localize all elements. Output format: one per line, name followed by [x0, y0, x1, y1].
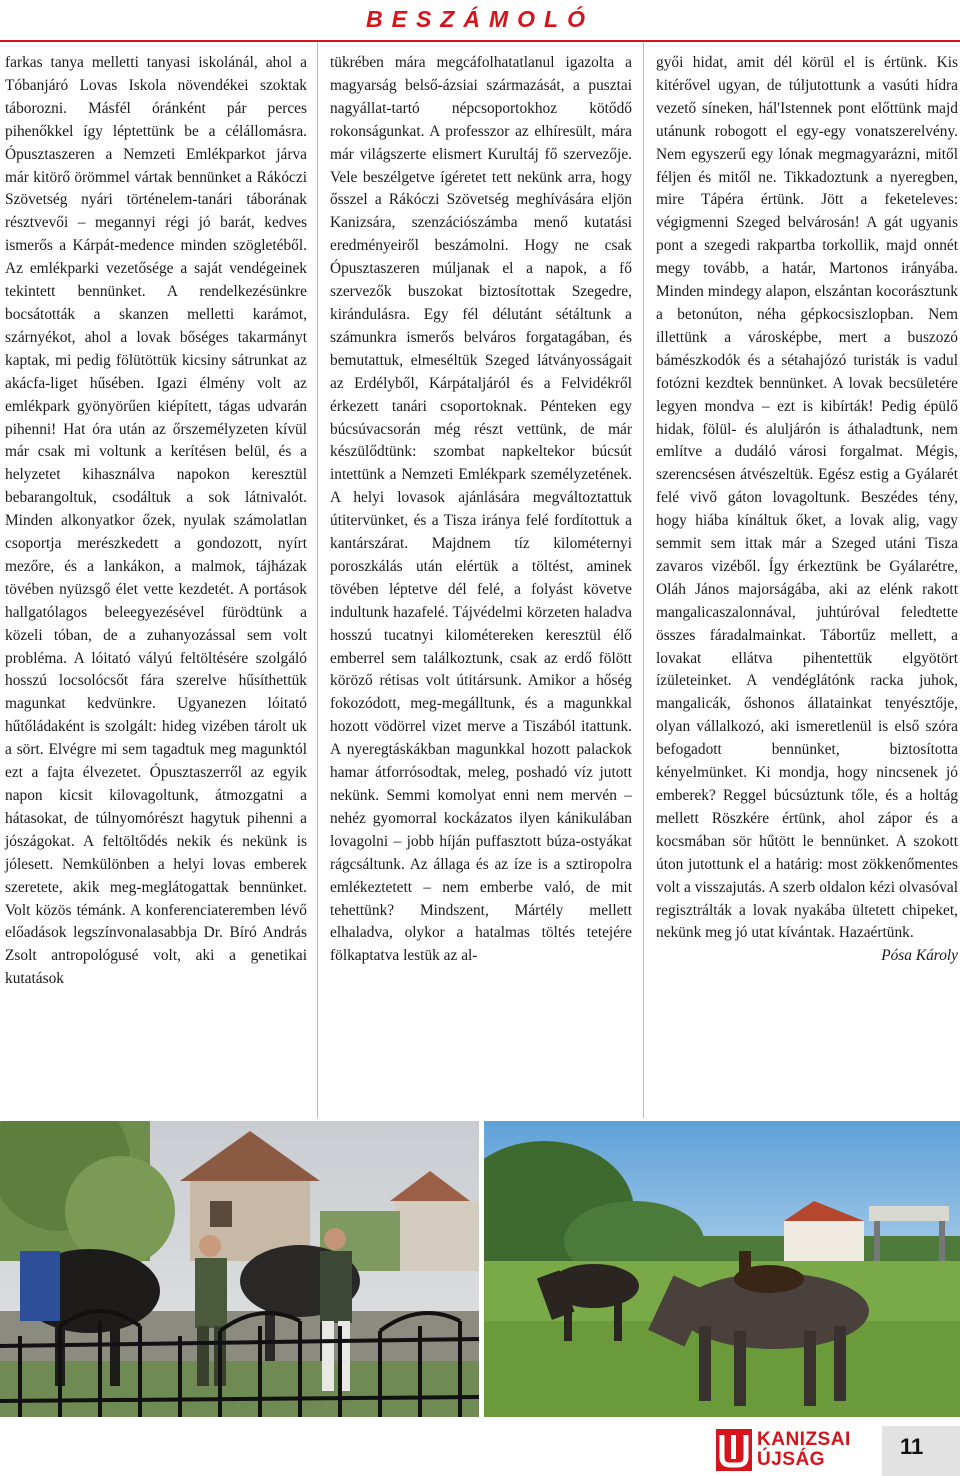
- logo-text-line-2: ÚJSÁG: [757, 1449, 825, 1470]
- article-column-1: [5, 52, 307, 991]
- page-number: 11: [900, 1434, 924, 1459]
- column-divider: [643, 42, 644, 1118]
- article-text: győi hidat, amit dél körül el is értünk. Kis kitérővel ugyan, de túljutottunk a vasúti hídra vezető síneken, hál'Istennek pont előttünk majd utánunk robogott el egy-egy vonatszerelvény. Nem egyszerű egy lónak megmagyarázni, mitől féljen és mitől ne. Tikkadoztunk a nyeregben, mire Tápéra értünk. Jött a feketeleves: végigmenni Szeged belvárosán! A gát ugyanis pont a szegedi rakpartba torkollik, majd onnét megy tovább, a határ, Martonos irányába. Minden mindegy alapon, elszántan kocorásztunk a betonúton, néha gépkocsiszlopban. Nem illettünk a városképbe, mert a buszozó bámészkodók és a sétahajózó turisták is vadul fotózni kezdtek bennünket. A lovak becsületére legyen mondva – ezt is kibírták! Pedig épülő hidak, fölül- és aluljárón is áthaladtunk, nem említve a dudáló városi forgalmat. Mégis, szerencsésen átvészeltük. Egész estig a Gyálarét felé vivő gáton lovagoltunk. Beszédes tény, hogy hiába kínáltuk őket, a lovak alig, vagy semmit sem ittak már a Szeged utáni Tisza zavaros vizéből. Így érkeztünk be Gyálarétre, Oláh János majorságába, aki az elénk rakott mangalicaszalonnával, juhtúróval feledtette összes fáradalmainkat. Tábortűz mellett, a lovakat ellátva pihentettük elgyötört ízületeinket. A vendéglátónk racka juhok, mangalicák, őshonos állatainkat tenyésztője, olyan vállalkozó, aki ismeretlenül is első szóra befogadott bennünket, biztosította kényelmünket. Ki mondja, hogy nincsenek jó emberek? Reggel búcsúztunk tőle, és a holtág mellett Röszkére értünk, ahol zápor és a kocsmában sör hűtött le bennünket. A szokott úton jutottunk el a határig: most zökkenőmentes volt a visszajutás. A szerb oldalon kézi olvasóval regisztrálták a lovak nyakába ültetett chipeket, nekünk meg jó utat kívántak. Hazaértünk.: [656, 54, 958, 942]
- kanizsai-ujsag-logo: [716, 1429, 866, 1471]
- article-text: farkas tanya melletti tanyasi iskolánál, ahol a Tóbanjáró Lovas Iskola növendékei szoktak táborozni. Másfél óránként pár perces pihenőkkel így léptettünk be a célállomásra. Ópusztaszeren a Nemzeti Emlékparkot járva már kitörő örömmel vártak bennünket a Rákóczi Szövetség nyári történelem-tanári táborának résztvevői – megannyi régi jó barát, kedves ismerős a Kárpát-medence minden szögletéből. Az emlékparki vezetősége a saját vendégeinek tekintett bennünket. A rendelkezésünkre bocsátották a skanzen melletti karámot, szárnyékot, ahol a lovak bőséges takarmányt kaptak, mi pedig fölütöttük kicsiny sátrunkat az akácfa-liget hűsében. Igazi élmény volt az emlékpark gyönyörűen kiépített, tágas udvarán pihenni! Hat óra után az őrszemélyzeten kívül már csak mi voltunk a kerítésen belül, és a helyzetet kihasználva napokon keresztül bebarangoltuk, csodáltuk a sok látnivalót. Minden alkonyatkor őzek, nyulak számolatlan csoportja merészkedett a gondozott, nyírt mezőre, és a lankákon, a malmok, tájházak tövében nyüzsgő élet vette kezdetét. A portások hallgatólagos beleegyezésével fürödtünk a közeli tóban, de a zuhanyozással sem volt probléma. A lóitató vályú feltöltésére szolgáló hosszú locsolócsőt fára szerelve hűsíthettük magunkat kedvünkre. Ugyanezen lóitató hűtőládaként is szolgált: hideg vizében tárolt uk a sört. Elvégre mi sem tagadtuk meg magunktól ezt a fajta élvezetet. Ópusztaszerről az egyik napon kicsit kilovagoltunk, átmozgatni a hátasokat, de túlnyomórészt hagytuk pihenni a jószágokat. A feltöltődés nekik és nekünk is jólesett. Nemkülönben a helyi lovas emberek szeretete, akik meg-meglátogattak bennünket. Volt közös témánk. A konferenciateremben lévő előadások legszínvonalasabbja Dr. Bíró András Zsolt antropológusé volt, aki a genetikai kutatások: [5, 54, 307, 988]
- author-signature: Pósa Károly: [881, 947, 958, 965]
- article-column-3: [656, 52, 958, 968]
- header-rule: [0, 40, 960, 42]
- photo-horses-in-meadow: [484, 1121, 960, 1417]
- column-divider: [317, 42, 318, 1118]
- photo-riders-with-horses: [0, 1121, 479, 1417]
- logo-text-line-1: KANIZSAI: [757, 1429, 851, 1450]
- article-column-2: [330, 52, 632, 968]
- article-text: tükrében mára megcáfolhatatlanul igazolta a magyarság belső-ázsiai származását, a pusztai nagyállat-tartó népcsoportokhoz kötődő rokonságunkat. A professzor az elhíresült, mára már világszerte elismert Kurultáj fő szervezője. Vele beszélgetve ígéretet tett nekünk arra, hogy ősszel a Rákóczi Szövetség meghívására eljön Kanizsára, szenzációszámba menő kutatási eredményeiről beszámolni. Hogy ne csak Ópusztaszeren múljanak el a napok, a fő szervezők buszokat biztosítottak Szegedre, kirándulásra. Egy fél délutánt sétáltunk a számunkra ismerős belváros forgatagában, és bemutattuk, elmeséltük Szeged látványosságait az Erdélyből, Kárpátaljáról és a Felvidékről érkezett tanári csoportoknak. Pénteken egy búcsúvacsorán még részt vettünk, de már készülődtünk: szombat napkeltekor búcsút intettünk a Nemzeti Emlékpark személyzetének. A helyi lovasok ajánlására megváltoztattuk útitervünket, és a Tisza iránya felé fordítottuk a kantárszárat. Majdnem tíz kilométernyi poroszkálás után elértük a töltést, aminek tövében léptetve dél felé, a folyást követve indultunk hazafelé. Tájvédelmi körzeten haladva hosszú tucatnyi kilométereken keresztül élő emberrel sem találkoztunk, csak az erdő fölött köröző rétisas volt útitársunk. Amikor a hőség fokozódott, meg-megálltunk, és a magunkkal hozott vödörrel vizet merve a Tiszából itattunk. A nyeregtáskákban magunkkal hozott palackok hamar átforrósodtak, meleg, poshadó víz jutott nekünk. Semmi komolyat enni nem mervén – nehéz gyomorral kockázatos ilyen kánikulában lovagolni – jobb híján puffasztott búza-ostyákat rágcsáltunk. Az állaga és az íze is a sztiropolra emlékeztetett – nem emberbe való, de mit tehettünk? Mindszent, Mártély mellett elhaladva, olykor a hatalmas töltés tetejére fölkaptatva lestük az al-: [330, 54, 632, 965]
- section-title: BESZÁMOLÓ: [366, 6, 594, 32]
- logo-mark-icon: [716, 1429, 752, 1471]
